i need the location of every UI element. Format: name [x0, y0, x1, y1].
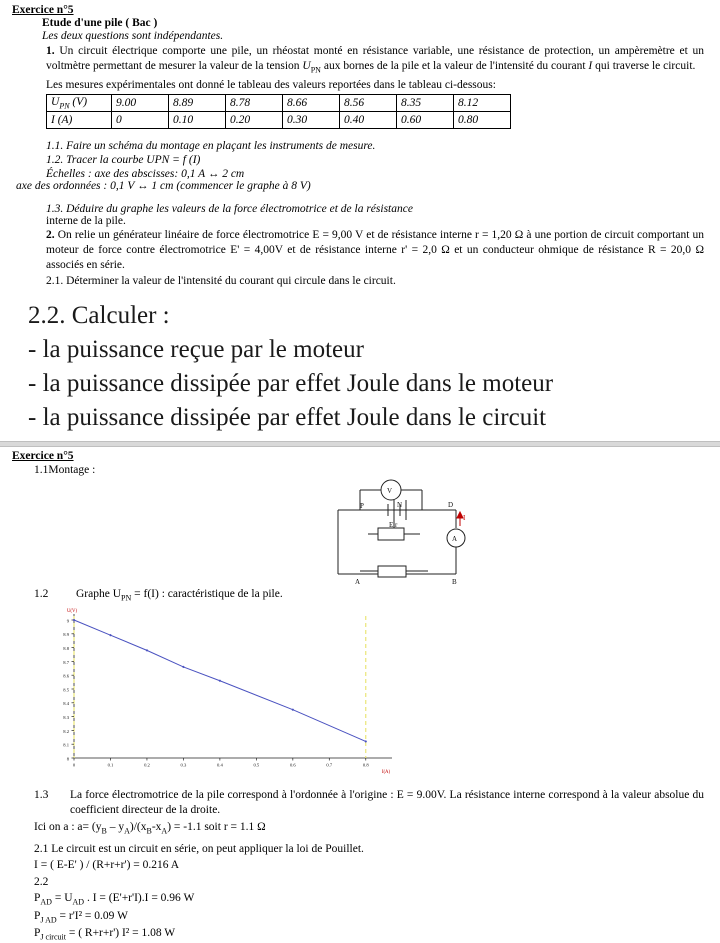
cell-i-4: 0.40 [340, 111, 397, 128]
note-slope-sub-a1: A [124, 826, 130, 836]
u-ad-sub: AD [72, 897, 85, 907]
cell-u-0: 9.00 [112, 94, 169, 111]
tail-line-2: I = ( E-E' ) / (R+r+r') = 0.216 A [34, 859, 180, 872]
question-1-number: 1. [46, 45, 55, 57]
chart-upn-vs-i [34, 606, 714, 786]
svg-text:8.5: 8.5 [63, 687, 69, 693]
node-a-label: A [355, 577, 361, 586]
question-1-3-line1: 1.3. Déduire du graphe les valeurs de la force électromotrice et de la résistance [46, 202, 413, 215]
voltmeter-label: V [387, 486, 393, 495]
big-line-3: - la puissance dissipée par effet Joule dans le moteur [28, 369, 554, 397]
svg-text:I(A): I(A) [381, 769, 391, 775]
note-slope-mid3: -x [151, 821, 162, 833]
tail-line-3: 2.2 [34, 875, 49, 888]
independence-note: Les deux questions sont indépendantes. [42, 30, 224, 42]
note-slope-a: Ici on a : a= (y [34, 821, 102, 833]
scale-ordinate: axe des ordonnées : 0,1 V ↔ 1 cm (commencer le graphe à 8 V) [16, 179, 311, 192]
graph-caption [34, 588, 712, 602]
p-ad-symbol: P [34, 892, 41, 905]
graph-caption-text2: = f(I) : caractéristique de la pile. [131, 587, 283, 600]
svg-text:8.9: 8.9 [63, 632, 69, 638]
note-slope-sub-b2: B [146, 826, 152, 836]
question-2-text: On relie un générateur linéaire de force électromotrice E = 9,00 V et de résistance interne r = 1,20 Ω à une portion de circuit comportant un moteur de force contre électromotrice E' = 4,00V et de résistance interne r' = 2,0 Ω et un conducteur ohmique de résistance R = 20,0 Ω associés en série. [46, 228, 704, 271]
circuit-svg [8, 478, 720, 588]
graph-caption-sub: PN [121, 592, 132, 602]
upn-label-unit: (V) [69, 95, 88, 108]
svg-text:0.2: 0.2 [144, 762, 150, 768]
cell-u-6: 8.12 [454, 94, 511, 111]
cell-i-3: 0.30 [283, 111, 340, 128]
svg-text:9: 9 [66, 618, 69, 624]
big-line-4: - la puissance dissipée par effet Joule dans le circuit [28, 403, 547, 431]
table-row [47, 111, 511, 128]
pj-circuit-symbol: P [34, 927, 41, 940]
measurements-table [46, 94, 511, 129]
note-slope-mid: – y [106, 821, 125, 833]
p-ad-sub: AD [40, 897, 52, 907]
cell-i-2: 0.20 [226, 111, 283, 128]
big-line-1: 2.2. Calculer : [28, 301, 170, 329]
note-slope-sub-a2: A [161, 826, 168, 836]
node-b-label: B [452, 577, 457, 586]
svg-text:8.1: 8.1 [63, 742, 69, 748]
question-1-1: 1.1. Faire un schéma du montage en plaçant les instruments de mesure. [46, 139, 376, 152]
note-text: La force électromotrice de la pile correspond à l'ordonnée à l'origine : E = 9.00V. La résistance interne correspond à la valeur absolue du coefficient directeur de la droite. [70, 788, 704, 817]
montage-label: 1.1Montage : [34, 463, 96, 476]
cell-i-1: 0.10 [169, 111, 226, 128]
graph-caption-text: Graphe U [76, 587, 122, 600]
note-1-3 [34, 788, 704, 819]
graph-caption-number: 1.2 [34, 587, 49, 600]
exercise-subtitle: Etude d'une pile ( Bac ) [42, 17, 158, 29]
tail-line-6 [34, 925, 704, 943]
question-1-2: 1.2. Tracer la courbe UPN = f (I) [46, 153, 201, 166]
section-exercise-statement [0, 0, 720, 291]
svg-text:0.1: 0.1 [107, 762, 114, 768]
note-slope-mid2: )/(x [129, 821, 147, 833]
question-1-text-b: aux bornes de la pile et la valeur de l'intensité du courant [320, 59, 589, 72]
note-slope-end: ) = -1.1 soit r = 1.1 Ω [167, 821, 266, 833]
cell-u-4: 8.56 [340, 94, 397, 111]
svg-text:8: 8 [66, 756, 69, 762]
cell-u-1: 8.89 [169, 94, 226, 111]
pj-ad-sub: J AD [40, 915, 57, 925]
upn-label-sub: PN [59, 100, 70, 110]
svg-text:8.4: 8.4 [63, 701, 69, 707]
question-2-paragraph [46, 228, 704, 273]
circuit-diagram [8, 478, 720, 588]
pj-ad-end: = r'I² = 0.09 W [56, 909, 128, 922]
row-label-i: I (A) [47, 111, 112, 128]
note-slope-line [34, 820, 704, 837]
measures-intro: Les mesures expérimentales ont donné le tableau des valeurs reportées dans le tableau ci-dessous: [46, 78, 496, 91]
svg-text:8.2: 8.2 [63, 728, 69, 734]
node-n-label: N [397, 500, 403, 509]
node-d-label: D [448, 500, 454, 509]
svg-text:0.7: 0.7 [326, 762, 333, 768]
svg-text:0: 0 [72, 762, 76, 768]
cell-u-3: 8.66 [283, 94, 340, 111]
svg-text:0.8: 0.8 [362, 762, 369, 768]
svg-text:8.6: 8.6 [63, 673, 69, 679]
pj-circuit-end: = ( R+r+r') I² = 1.08 W [65, 927, 176, 940]
question-1-3-line2: interne de la pile. [46, 214, 126, 227]
current-label: I [463, 513, 466, 522]
solution-exercise-title: Exercice n°5 [12, 449, 74, 462]
exercise-title: Exercice n°5 [12, 4, 74, 16]
current-symbol: I [588, 59, 593, 72]
p-ad-end: . I = (E'+r'I).I = 0.96 W [84, 892, 195, 905]
node-p-label: P [360, 501, 364, 510]
section-solution [0, 447, 720, 943]
cell-u-5: 8.35 [397, 94, 454, 111]
cell-u-2: 8.78 [226, 94, 283, 111]
chart-svg [34, 606, 714, 786]
upn-label-main: U [51, 95, 60, 108]
cell-i-6: 0.80 [454, 111, 511, 128]
tail-line-1: 2.1 Le circuit est un circuit en série, on peut appliquer la loi de Pouillet. [34, 843, 364, 856]
pj-circuit-sub: J circuit [40, 932, 66, 942]
svg-text:0.4: 0.4 [217, 762, 223, 768]
tail-line-4 [34, 890, 704, 908]
question-2-number: 2. [46, 228, 55, 241]
upn-subscript: PN [310, 65, 321, 75]
table-row [47, 94, 511, 111]
upn-symbol: U [302, 59, 311, 72]
pj-ad-symbol: P [34, 909, 41, 922]
question-1-text-c: qui traverse le circuit. [592, 59, 696, 72]
ammeter-label: A [452, 534, 458, 543]
question-2-1: 2.1. Déterminer la valeur de l'intensité du courant qui circule dans le circuit. [46, 274, 396, 287]
svg-text:0.5: 0.5 [253, 762, 260, 768]
question-1-text-a: Un circuit électrique comporte une pile, un rhéostat monté en résistance variable, une résistance de protection, un ampèremètre et un voltmètre permettant de mesurer la valeur de la tension [46, 45, 704, 72]
p-ad-mid: = U [51, 892, 73, 905]
solution-tail [34, 841, 704, 943]
note-slope-sub-b1: B [101, 826, 107, 836]
question-1-paragraph [46, 44, 704, 76]
note-number: 1.3 [34, 788, 49, 801]
svg-text:8.3: 8.3 [63, 714, 69, 720]
solution-notes [34, 788, 704, 837]
cell-i-5: 0.60 [397, 111, 454, 128]
scale-abscissa: Échelles : axe des abscisses: 0,1 A ↔ 2 cm [46, 167, 245, 180]
svg-text:0.6: 0.6 [289, 762, 296, 768]
big-line-2: - la puissance reçue par le moteur [28, 335, 364, 363]
large-handwritten-questions [28, 299, 720, 435]
svg-text:8.8: 8.8 [63, 645, 69, 651]
svg-text:0.3: 0.3 [180, 762, 187, 768]
source-label: E,r [389, 520, 398, 529]
cell-i-0: 0 [112, 111, 169, 128]
svg-text:U(V): U(V) [66, 608, 78, 614]
row-label-upn [47, 94, 112, 111]
svg-text:8.7: 8.7 [63, 659, 69, 665]
